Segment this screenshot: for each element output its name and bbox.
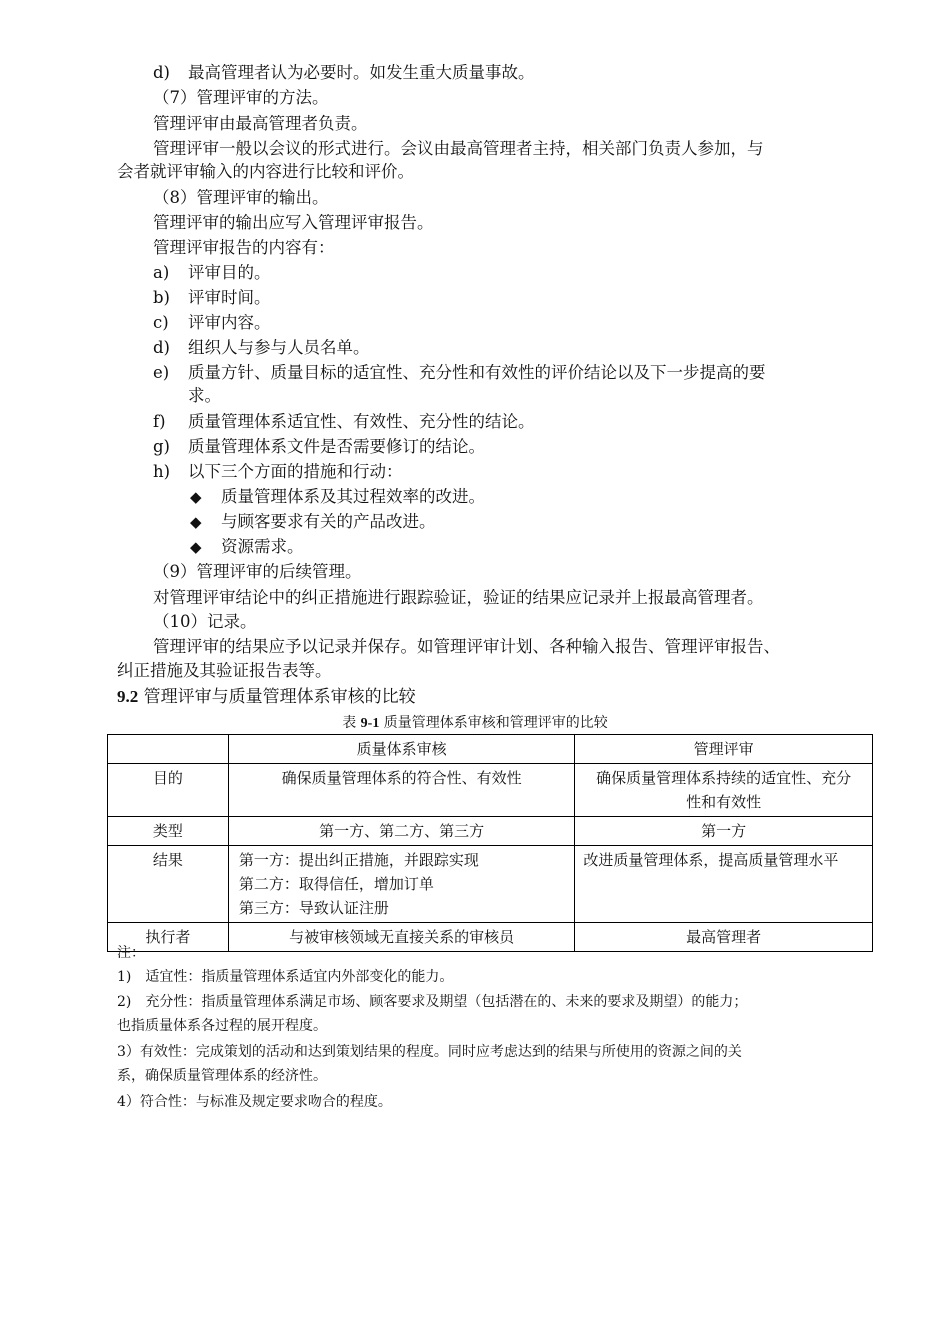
section-heading — [117, 686, 416, 708]
table-header-cell — [108, 735, 229, 764]
table-header-row — [108, 735, 873, 764]
list-item-text: 质量管理体系文件是否需要修订的结论。 — [188, 437, 485, 456]
diamond-bullet-icon: ◆ — [190, 538, 202, 556]
row-label: 执行者 — [108, 923, 229, 952]
table-row — [108, 764, 873, 817]
note-item-continuation: 也指质量体系各过程的展开程度。 — [117, 1018, 327, 1034]
note-item: 1) 适宜性：指质量管理体系适宜内外部变化的能力。 — [117, 969, 454, 985]
table-cell: 最高管理者 — [575, 923, 873, 952]
list-item-label: c) — [153, 313, 169, 332]
paragraph: 管理评审的结果应予以记录并保存。如管理评审计划、各种输入报告、管理评审报告、 — [153, 637, 780, 656]
table-cell: 改进质量管理体系，提高质量管理水平 — [575, 846, 873, 923]
bullet-item-text: 与顾客要求有关的产品改进。 — [221, 512, 436, 531]
list-item-text: 评审目的。 — [188, 263, 271, 282]
list-item-label: d) — [153, 63, 170, 82]
subsection-heading-9: （9）管理评审的后续管理。 — [153, 562, 362, 581]
paragraph: 管理评审的输出应写入管理评审报告。 — [153, 213, 434, 232]
table-caption: 表 9-1 质量管理体系审核和管理评审的比较 — [342, 715, 608, 731]
paragraph: 管理评审由最高管理者负责。 — [153, 114, 368, 133]
list-item-text: 质量管理体系适宜性、有效性、充分性的结论。 — [188, 412, 535, 431]
section-number: 9.2 — [117, 687, 139, 706]
list-item-label: b) — [153, 288, 170, 307]
list-item-text: 最高管理者认为必要时。如发生重大质量事故。 — [188, 63, 535, 82]
bullet-item-text: 资源需求。 — [221, 537, 304, 556]
list-item-label: h) — [153, 462, 171, 481]
list-item-text: 评审内容。 — [188, 313, 271, 332]
table-cell: 第一方 — [575, 817, 873, 846]
table-row — [108, 923, 873, 952]
table-header-cell: 管理评审 — [575, 735, 873, 764]
table-cell: 第一方：提出纠正措施，并跟踪实现 第二方：取得信任，增加订单 第三方：导致认证注册 — [228, 846, 575, 923]
bullet-item-text: 质量管理体系及其过程效率的改进。 — [221, 487, 485, 506]
note-item: 2) 充分性：指质量管理体系满足市场、顾客要求及期望（包括潜在的、未来的要求及期望）的能力； — [117, 994, 748, 1010]
table-cell: 与被审核领域无直接关系的审核员 — [228, 923, 575, 952]
table-row — [108, 846, 873, 923]
paragraph: 管理评审报告的内容有： — [153, 238, 335, 257]
table-cell: 第一方、第二方、第三方 — [228, 817, 575, 846]
list-item-label: a) — [153, 263, 170, 282]
row-label: 类型 — [108, 817, 229, 846]
list-item-text: 评审时间。 — [188, 288, 271, 307]
list-item-text: 组织人与参与人员名单。 — [188, 338, 370, 357]
list-item-text: 以下三个方面的措施和行动： — [188, 462, 403, 481]
table-cell: 确保质量管理体系的符合性、有效性 — [228, 764, 575, 817]
list-item-text: 质量方针、质量目标的适宜性、充分性和有效性的评价结论以及下一步提高的要 — [188, 363, 766, 382]
table-number: 9-1 — [360, 716, 380, 731]
paragraph: 管理评审一般以会议的形式进行。会议由最高管理者主持，相关部门负责人参加，与 — [153, 139, 764, 158]
list-item-text-continuation: 求。 — [188, 386, 221, 405]
row-label: 目的 — [108, 764, 229, 817]
list-item-label: e) — [153, 363, 170, 382]
table-cell: 确保质量管理体系持续的适宜性、充分 性和有效性 — [575, 764, 873, 817]
comparison-table — [107, 734, 873, 952]
section-title: 管理评审与质量管理体系审核的比较 — [138, 687, 416, 707]
table-header-cell: 质量体系审核 — [228, 735, 575, 764]
note-item-continuation: 系，确保质量管理体系的经济性。 — [117, 1068, 327, 1084]
note-item: 4）符合性：与标准及规定要求吻合的程度。 — [117, 1094, 392, 1110]
paragraph-continuation: 会者就评审输入的内容进行比较和评价。 — [117, 162, 414, 181]
notes-title: 注： — [117, 945, 145, 961]
row-label: 结果 — [108, 846, 229, 923]
list-item-label: d) — [153, 338, 170, 357]
subsection-heading-10: （10）记录。 — [153, 612, 257, 631]
list-item-label: f) — [153, 412, 166, 431]
paragraph: 对管理评审结论中的纠正措施进行跟踪验证，验证的结果应记录并上报最高管理者。 — [153, 588, 764, 607]
subsection-heading-7: （7）管理评审的方法。 — [153, 88, 329, 107]
subsection-heading-8: （8）管理评审的输出。 — [153, 188, 329, 207]
diamond-bullet-icon: ◆ — [190, 513, 202, 531]
note-item: 3）有效性：完成策划的活动和达到策划结果的程度。同时应考虑达到的结果与所使用的资源之间的关 — [117, 1044, 742, 1060]
diamond-bullet-icon: ◆ — [190, 488, 202, 506]
table-row — [108, 817, 873, 846]
list-item-label: g) — [153, 437, 170, 456]
paragraph-continuation: 纠正措施及其验证报告表等。 — [117, 661, 332, 680]
